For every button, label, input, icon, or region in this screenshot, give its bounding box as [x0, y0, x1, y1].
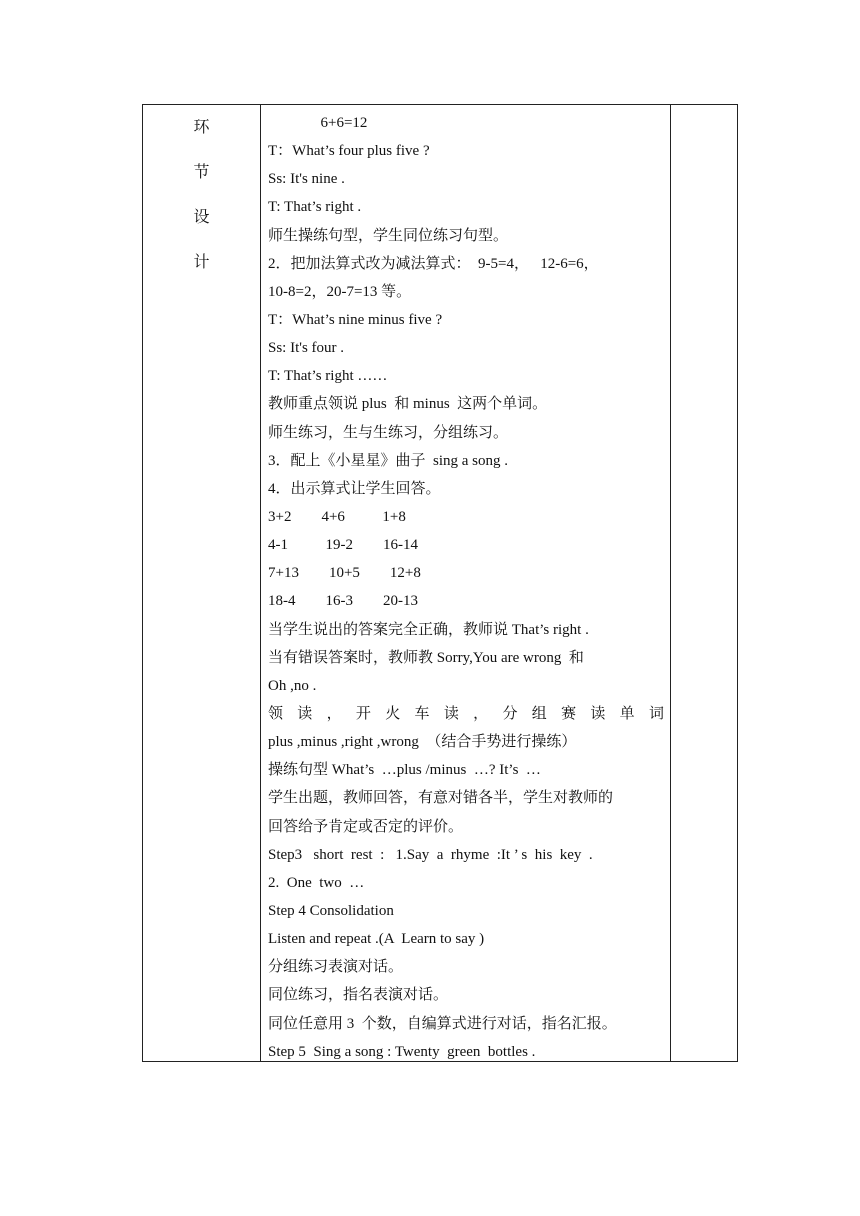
column-divider-right: [670, 105, 671, 1061]
content-line: T：What’s nine minus five ?: [268, 311, 443, 328]
content-line: T: That’s right ……: [268, 368, 388, 385]
content-line: Step 4 Consolidation: [268, 902, 394, 919]
content-line: plus ,minus ,right ,wrong （结合手势进行操练）: [268, 734, 577, 751]
content-line: 操练句型 What’s …plus /minus …? It’s …: [268, 762, 541, 779]
content-line: 2．把加法算式改为减法算式： 9-5=4， 12-6=6，: [268, 255, 599, 272]
lesson-content: [268, 109, 664, 1066]
content-line: 3．配上《小星星》曲子 sing a song .: [268, 452, 509, 469]
content-line: 同位任意用 3 个数，自编算式进行对话，指名汇报。: [268, 1015, 617, 1032]
content-line: 2. One two …: [268, 874, 365, 891]
section-label: [143, 115, 260, 295]
content-line: 分组练习表演对话。: [268, 959, 404, 976]
content-line: 4．出示算式让学生回答。: [268, 480, 441, 497]
section-label-char: 设: [193, 209, 210, 226]
content-line: Ss: It's four .: [268, 340, 345, 357]
lesson-table: [142, 104, 738, 1062]
content-line: 18-4 16-3 20-13: [268, 593, 418, 610]
column-divider-left: [260, 105, 261, 1061]
content-line: 6+6=12: [268, 115, 368, 131]
content-line: T: That’s right .: [268, 199, 362, 216]
content-line: 回答给予肯定或否定的评价。: [268, 818, 464, 835]
content-line: 师生练习，生与生练习，分组练习。: [268, 424, 509, 441]
content-line: 3+2 4+6 1+8: [268, 508, 406, 525]
content-line: Listen and repeat .(A Learn to say ): [268, 931, 485, 948]
content-line: 同位练习，指名表演对话。: [268, 987, 449, 1004]
section-label-char: 节: [193, 164, 210, 181]
content-line: Step 5 Sing a song : Twenty green bottles .: [268, 1043, 536, 1060]
content-line: 7+13 10+5 12+8: [268, 565, 421, 582]
content-line: 当有错误答案时，教师教 Sorry,You are wrong 和: [268, 649, 584, 666]
content-line: T：What’s four plus five ?: [268, 143, 430, 160]
content-line: 当学生说出的答案完全正确，教师说 That’s right .: [268, 621, 589, 638]
content-line: Step3 short rest : 1.Say a rhyme :It ’ s his key .: [268, 846, 593, 863]
content-line: 师生操练句型，学生同位练习句型。: [268, 227, 509, 244]
content-line: Oh ,no .: [268, 677, 317, 694]
content-line: Ss: It's nine .: [268, 171, 345, 188]
content-line: 10-8=2，20-7=13 等。: [268, 283, 412, 300]
section-label-char: 环: [193, 119, 210, 136]
section-label-char: 计: [193, 254, 210, 271]
content-line: 教师重点领说 plus 和 minus 这两个单词。: [268, 396, 548, 413]
content-line: 4-1 19-2 16-14: [268, 537, 418, 554]
content-line: 学生出题，教师回答，有意对错各半，学生对教师的: [268, 790, 614, 807]
content-line: 领 读 ， 开 火 车 读 ， 分 组 赛 读 单 词: [268, 705, 664, 722]
